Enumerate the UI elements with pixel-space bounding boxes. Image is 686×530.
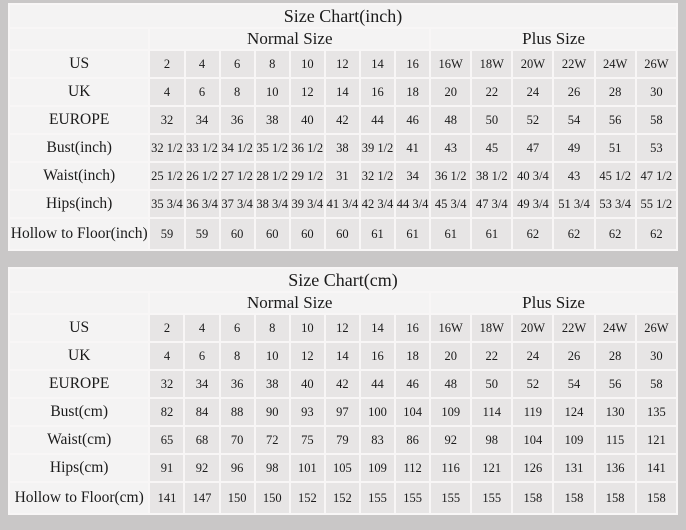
size-cell: 40 (290, 370, 325, 398)
size-cell: 26 (553, 78, 594, 106)
corner-cell (9, 28, 149, 50)
size-cell: 28 (595, 342, 636, 370)
size-cell: 8 (220, 342, 255, 370)
size-cell: 109 (360, 454, 395, 482)
size-cell: 97 (325, 398, 360, 426)
size-chart-cm-table (8, 267, 678, 515)
table-row (9, 314, 677, 342)
size-cell: 51 3/4 (553, 190, 594, 218)
size-cell: 16W (430, 314, 471, 342)
size-cell: 38 (255, 106, 290, 134)
table-row (9, 342, 677, 370)
size-cell: 40 (290, 106, 325, 134)
size-cell: 14 (360, 314, 395, 342)
size-cell: 6 (185, 78, 220, 106)
size-cell: 20W (512, 50, 553, 78)
title-row (9, 268, 677, 292)
size-cell: 26 (553, 342, 594, 370)
size-cell: 39 1/2 (360, 134, 395, 162)
plus-size-header: Plus Size (430, 292, 677, 314)
size-cell: 28 1/2 (255, 162, 290, 190)
size-cell: 2 (149, 50, 184, 78)
row-label: Waist(cm) (9, 426, 149, 454)
size-cell: 10 (255, 342, 290, 370)
size-cell: 10 (290, 50, 325, 78)
size-cell: 62 (636, 218, 677, 250)
size-cell: 35 1/2 (255, 134, 290, 162)
size-cell: 152 (325, 482, 360, 514)
size-cell: 24W (595, 50, 636, 78)
plus-size-header: Plus Size (430, 28, 677, 50)
size-cell: 16W (430, 50, 471, 78)
size-cell: 44 (360, 106, 395, 134)
size-cell: 16 (360, 342, 395, 370)
size-cell: 32 (149, 106, 184, 134)
size-cell: 6 (220, 314, 255, 342)
size-cell: 18 (395, 78, 430, 106)
size-cell: 42 (325, 106, 360, 134)
size-cell: 38 1/2 (471, 162, 512, 190)
size-cell: 105 (325, 454, 360, 482)
table-row (9, 482, 677, 514)
size-cell: 49 3/4 (512, 190, 553, 218)
size-cell: 60 (290, 218, 325, 250)
size-cell: 65 (149, 426, 184, 454)
size-cell: 14 (360, 50, 395, 78)
size-cell: 35 3/4 (149, 190, 184, 218)
size-cell: 24W (595, 314, 636, 342)
size-chart-inch-table (8, 3, 678, 251)
size-cell: 109 (553, 426, 594, 454)
table-row (9, 426, 677, 454)
size-cell: 58 (636, 106, 677, 134)
row-label: Bust(cm) (9, 398, 149, 426)
size-cell: 158 (636, 482, 677, 514)
size-cell: 28 (595, 78, 636, 106)
size-cell: 26 1/2 (185, 162, 220, 190)
size-cell: 126 (512, 454, 553, 482)
size-cell: 22 (471, 78, 512, 106)
size-cell: 34 (185, 106, 220, 134)
size-cell: 8 (255, 50, 290, 78)
size-cell: 16 (395, 314, 430, 342)
size-cell: 41 (395, 134, 430, 162)
size-cell: 56 (595, 370, 636, 398)
size-cell: 25 1/2 (149, 162, 184, 190)
row-label: Hollow to Floor(inch) (9, 218, 149, 250)
table-row (9, 370, 677, 398)
size-cell: 90 (255, 398, 290, 426)
size-cell: 34 (184, 370, 219, 398)
size-cell: 61 (395, 218, 430, 250)
size-cell: 41 3/4 (325, 190, 360, 218)
size-cell: 98 (255, 454, 290, 482)
size-cell: 42 3/4 (360, 190, 395, 218)
size-cell: 109 (430, 398, 471, 426)
table-row (9, 190, 677, 218)
size-cell: 75 (290, 426, 325, 454)
size-cell: 36 1/2 (430, 162, 471, 190)
size-cell: 20 (430, 342, 471, 370)
size-cell: 45 1/2 (595, 162, 636, 190)
size-cell: 22W (553, 314, 594, 342)
size-cell: 150 (220, 482, 255, 514)
size-cell: 16 (360, 78, 395, 106)
row-label: US (9, 50, 149, 78)
size-cell: 56 (595, 106, 636, 134)
size-cell: 53 (636, 134, 677, 162)
size-cell: 4 (149, 342, 184, 370)
row-label: UK (9, 342, 149, 370)
row-label: Hips(cm) (9, 454, 149, 482)
size-cell: 46 (395, 370, 430, 398)
group-header-row (9, 28, 677, 50)
size-cell: 47 (512, 134, 553, 162)
size-cell: 101 (290, 454, 325, 482)
size-cell: 12 (325, 50, 360, 78)
size-cell: 48 (430, 106, 471, 134)
size-cell: 36 (220, 370, 255, 398)
size-cell: 34 (395, 162, 430, 190)
size-cell: 48 (430, 370, 471, 398)
size-cell: 37 3/4 (220, 190, 255, 218)
size-cell: 147 (184, 482, 219, 514)
size-cell: 158 (553, 482, 594, 514)
size-cell: 155 (395, 482, 430, 514)
size-cell: 50 (471, 370, 512, 398)
size-cell: 88 (220, 398, 255, 426)
size-cell: 14 (325, 78, 360, 106)
size-cell: 141 (636, 454, 677, 482)
table-row (9, 78, 677, 106)
table-row (9, 106, 677, 134)
size-cell: 130 (595, 398, 636, 426)
size-cell: 22W (553, 50, 594, 78)
size-cell: 51 (595, 134, 636, 162)
size-cell: 34 1/2 (220, 134, 255, 162)
table-row (9, 454, 677, 482)
size-cell: 4 (185, 50, 220, 78)
size-cell: 44 (360, 370, 395, 398)
size-cell: 30 (636, 78, 677, 106)
table-row (9, 50, 677, 78)
size-cell: 70 (220, 426, 255, 454)
size-cell: 10 (290, 314, 325, 342)
size-cell: 6 (184, 342, 219, 370)
size-cell: 150 (255, 482, 290, 514)
size-cell: 20W (512, 314, 553, 342)
size-cell: 79 (325, 426, 360, 454)
size-cell: 33 1/2 (185, 134, 220, 162)
table-row (9, 162, 677, 190)
size-cell: 18W (471, 314, 512, 342)
size-cell: 4 (184, 314, 219, 342)
size-cell: 152 (290, 482, 325, 514)
size-cell: 43 (553, 162, 594, 190)
size-cell: 135 (636, 398, 677, 426)
size-cell: 60 (220, 218, 255, 250)
size-cell: 50 (471, 106, 512, 134)
size-cell: 18W (471, 50, 512, 78)
size-cell: 54 (553, 106, 594, 134)
title-row (9, 4, 677, 28)
size-cell: 100 (360, 398, 395, 426)
size-cell: 61 (471, 218, 512, 250)
size-cell: 82 (149, 398, 184, 426)
row-label: UK (9, 78, 149, 106)
size-cell: 26W (636, 314, 677, 342)
size-cell: 24 (512, 342, 553, 370)
size-cell: 10 (255, 78, 290, 106)
size-cell: 112 (395, 454, 430, 482)
size-cell: 62 (512, 218, 553, 250)
size-cell: 27 1/2 (220, 162, 255, 190)
size-cell: 18 (395, 342, 430, 370)
size-cell: 104 (512, 426, 553, 454)
size-cell: 4 (149, 78, 184, 106)
table-row (9, 218, 677, 250)
size-cell: 86 (395, 426, 430, 454)
size-cell: 96 (220, 454, 255, 482)
size-cell: 45 3/4 (430, 190, 471, 218)
normal-size-header: Normal Size (149, 28, 430, 50)
normal-size-header: Normal Size (149, 292, 430, 314)
row-label: EUROPE (9, 370, 149, 398)
size-cell: 29 1/2 (290, 162, 325, 190)
size-cell: 62 (595, 218, 636, 250)
size-cell: 116 (430, 454, 471, 482)
size-cell: 32 1/2 (360, 162, 395, 190)
size-cell: 61 (360, 218, 395, 250)
size-cell: 38 3/4 (255, 190, 290, 218)
size-cell: 46 (395, 106, 430, 134)
size-cell: 47 3/4 (471, 190, 512, 218)
size-cell: 62 (553, 218, 594, 250)
size-cell: 83 (360, 426, 395, 454)
group-header-row (9, 292, 677, 314)
size-cell: 58 (636, 370, 677, 398)
size-cell: 59 (149, 218, 184, 250)
size-cell: 121 (471, 454, 512, 482)
size-cell: 141 (149, 482, 184, 514)
row-label: US (9, 314, 149, 342)
size-cell: 20 (430, 78, 471, 106)
corner-cell (9, 292, 149, 314)
size-cell: 52 (512, 106, 553, 134)
size-cell: 30 (636, 342, 677, 370)
size-cell: 54 (553, 370, 594, 398)
table-title: Size Chart(cm) (9, 268, 677, 292)
size-cell: 52 (512, 370, 553, 398)
size-cell: 42 (325, 370, 360, 398)
table-row (9, 134, 677, 162)
size-cell: 22 (471, 342, 512, 370)
size-cell: 53 3/4 (595, 190, 636, 218)
size-cell: 36 (220, 106, 255, 134)
size-cell: 32 (149, 370, 184, 398)
size-cell: 8 (220, 78, 255, 106)
size-cell: 38 (325, 134, 360, 162)
size-cell: 39 3/4 (290, 190, 325, 218)
size-cell: 61 (430, 218, 471, 250)
size-cell: 44 3/4 (395, 190, 430, 218)
size-cell: 98 (471, 426, 512, 454)
size-cell: 91 (149, 454, 184, 482)
size-cell: 45 (471, 134, 512, 162)
size-cell: 124 (553, 398, 594, 426)
size-cell: 104 (395, 398, 430, 426)
row-label: Bust(inch) (9, 134, 149, 162)
size-cell: 31 (325, 162, 360, 190)
size-cell: 59 (185, 218, 220, 250)
size-cell: 60 (255, 218, 290, 250)
size-cell: 136 (595, 454, 636, 482)
size-cell: 114 (471, 398, 512, 426)
size-cell: 47 1/2 (636, 162, 677, 190)
size-cell: 6 (220, 50, 255, 78)
size-cell: 2 (149, 314, 184, 342)
size-cell: 40 3/4 (512, 162, 553, 190)
size-cell: 115 (595, 426, 636, 454)
size-cell: 60 (325, 218, 360, 250)
size-cell: 12 (290, 78, 325, 106)
size-cell: 158 (595, 482, 636, 514)
size-cell: 119 (512, 398, 553, 426)
size-cell: 155 (471, 482, 512, 514)
size-cell: 92 (184, 454, 219, 482)
size-cell: 14 (325, 342, 360, 370)
size-cell: 49 (553, 134, 594, 162)
row-label: Hips(inch) (9, 190, 149, 218)
size-cell: 38 (255, 370, 290, 398)
size-cell: 36 3/4 (185, 190, 220, 218)
size-cell: 12 (290, 342, 325, 370)
row-label: Hollow to Floor(cm) (9, 482, 149, 514)
size-cell: 55 1/2 (636, 190, 677, 218)
size-cell: 12 (325, 314, 360, 342)
size-cell: 68 (184, 426, 219, 454)
table-title: Size Chart(inch) (9, 4, 677, 28)
size-cell: 72 (255, 426, 290, 454)
size-cell: 158 (512, 482, 553, 514)
size-cell: 131 (553, 454, 594, 482)
size-cell: 155 (430, 482, 471, 514)
size-cell: 93 (290, 398, 325, 426)
size-cell: 24 (512, 78, 553, 106)
size-cell: 92 (430, 426, 471, 454)
size-cell: 155 (360, 482, 395, 514)
row-label: EUROPE (9, 106, 149, 134)
size-cell: 36 1/2 (290, 134, 325, 162)
size-cell: 16 (395, 50, 430, 78)
size-cell: 121 (636, 426, 677, 454)
size-cell: 26W (636, 50, 677, 78)
size-cell: 8 (255, 314, 290, 342)
size-cell: 84 (184, 398, 219, 426)
table-row (9, 398, 677, 426)
size-cell: 43 (430, 134, 471, 162)
size-cell: 32 1/2 (149, 134, 184, 162)
row-label: Waist(inch) (9, 162, 149, 190)
